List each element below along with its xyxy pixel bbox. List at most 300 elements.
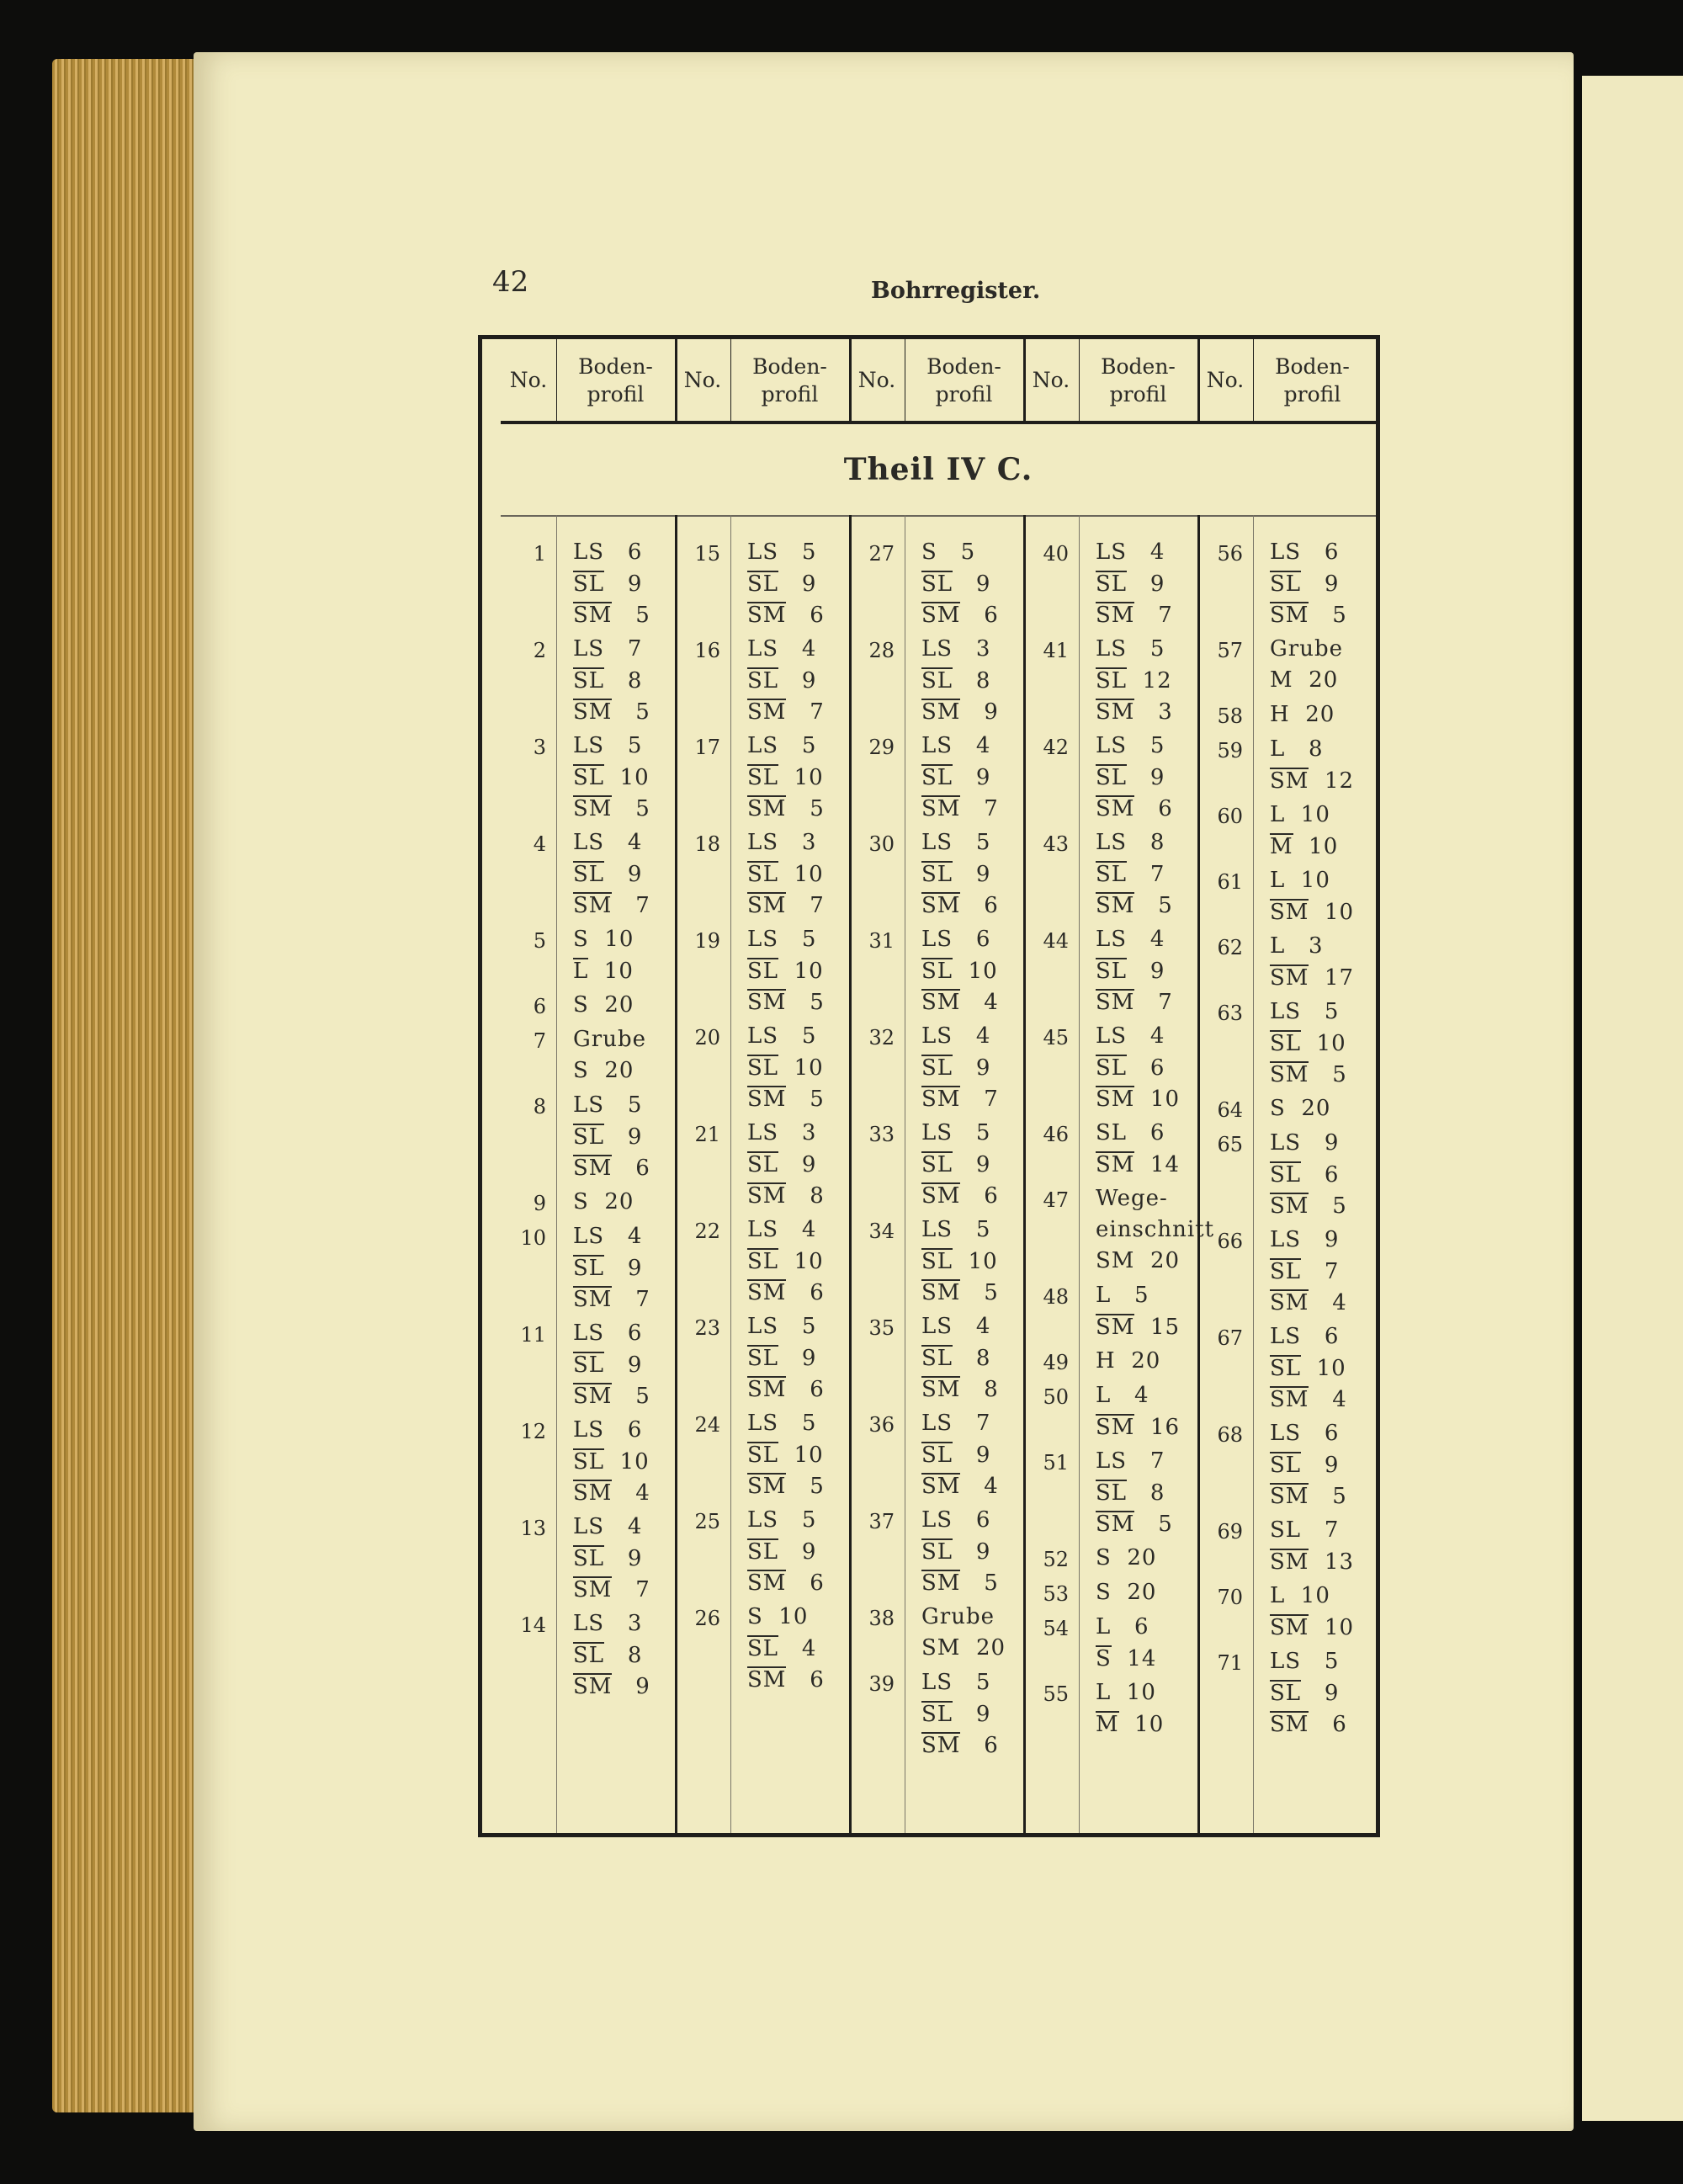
soil-profile-line	[747, 1055, 824, 1081]
soil-profile-line	[1270, 1386, 1347, 1412]
soil-thickness: 20	[1111, 1580, 1157, 1605]
soil-thickness: 5	[1309, 1484, 1347, 1509]
soil-profile-line	[1096, 1348, 1160, 1374]
soil-symbol: LS	[1096, 927, 1128, 952]
soil-symbol: SL	[921, 959, 953, 984]
soil-thickness: 20	[1285, 1096, 1331, 1121]
soil-profile-line	[1270, 1711, 1347, 1737]
soil-profile-line	[573, 1027, 646, 1052]
soil-symbol: Wege-	[1096, 1186, 1168, 1211]
soil-thickness: 6	[960, 603, 999, 628]
soil-profile-line	[1270, 539, 1339, 565]
soil-thickness: 14	[1111, 1646, 1157, 1671]
soil-symbol: SL	[1270, 1681, 1302, 1706]
soil-thickness: 5	[953, 830, 991, 855]
soil-symbol: SM	[1270, 900, 1309, 925]
soil-symbol: LS	[747, 1120, 779, 1145]
borehole-number: 16	[694, 639, 720, 662]
soil-profile-line	[747, 1345, 816, 1371]
soil-symbol: S	[573, 927, 589, 952]
soil-thickness: 5	[1309, 1062, 1347, 1087]
soil-symbol: SM	[1270, 1484, 1309, 1509]
soil-thickness: 9	[604, 1352, 643, 1378]
soil-thickness: 7	[960, 1087, 999, 1112]
borehole-number: 60	[1217, 805, 1243, 828]
soil-profile-line	[747, 1538, 816, 1565]
soil-thickness: 9	[960, 699, 999, 725]
borehole-number: 6	[533, 995, 546, 1018]
soil-symbol: SL	[747, 1249, 779, 1274]
soil-thickness: 4	[604, 1224, 643, 1249]
soil-symbol: LS	[921, 830, 953, 855]
soil-symbol: Grube	[921, 1604, 995, 1629]
soil-profile-line	[747, 1604, 808, 1629]
soil-profile-line	[1096, 571, 1165, 597]
column-subdivider	[556, 515, 557, 1833]
soil-symbol: SL	[921, 1249, 953, 1274]
soil-thickness: 5	[778, 927, 817, 952]
borehole-number: 29	[868, 736, 895, 759]
soil-profile-line	[747, 1570, 825, 1596]
soil-thickness: 5	[1111, 1283, 1149, 1308]
soil-thickness: 6	[960, 1733, 999, 1758]
soil-thickness: 5	[778, 733, 817, 758]
soil-profile-line	[1096, 892, 1173, 918]
header-divider	[1023, 339, 1026, 421]
soil-thickness: 5	[1301, 999, 1340, 1024]
soil-symbol: SM	[1270, 1387, 1309, 1412]
soil-symbol: SL	[1270, 1259, 1302, 1284]
soil-profile-line	[747, 733, 816, 758]
soil-thickness: 9	[953, 1702, 991, 1727]
soil-profile-line	[573, 1058, 634, 1083]
soil-symbol: H	[1270, 702, 1290, 727]
soil-symbol: SM	[1096, 1152, 1135, 1177]
soil-thickness: 20	[588, 1189, 634, 1214]
soil-symbol: SM	[1096, 796, 1135, 821]
borehole-number: 2	[533, 639, 546, 662]
soil-thickness: 5	[778, 539, 817, 565]
soil-thickness: 7	[786, 699, 825, 725]
soil-thickness: 10	[762, 1604, 809, 1629]
soil-symbol: L	[1270, 868, 1286, 893]
soil-symbol: LS	[1270, 1227, 1302, 1252]
soil-profile-line	[1270, 736, 1324, 762]
soil-thickness: 5	[778, 1023, 817, 1049]
soil-profile-line	[1270, 1452, 1339, 1478]
soil-thickness: 5	[1309, 1193, 1347, 1219]
soil-symbol: LS	[573, 733, 605, 758]
soil-profile-line	[747, 892, 825, 918]
soil-profile-line	[573, 927, 634, 952]
column-subdivider	[730, 515, 731, 1833]
borehole-number: 5	[533, 929, 546, 953]
soil-symbol: SL	[573, 1546, 605, 1571]
soil-profile-line	[1270, 1324, 1339, 1349]
borehole-number: 67	[1217, 1326, 1243, 1350]
soil-thickness: 3	[1134, 699, 1173, 725]
soil-thickness: 10	[778, 959, 824, 984]
borehole-number: 61	[1217, 870, 1243, 894]
soil-thickness: 10	[1301, 1356, 1346, 1381]
soil-thickness: 5	[786, 1087, 825, 1112]
soil-symbol: LS	[921, 1507, 953, 1533]
borehole-number: 47	[1043, 1188, 1069, 1212]
soil-thickness: 10	[1301, 1031, 1346, 1056]
soil-thickness: 10	[604, 765, 650, 790]
soil-profile-line	[1096, 1086, 1180, 1112]
soil-profile-line	[573, 1189, 634, 1214]
soil-profile-line	[1270, 768, 1354, 794]
soil-thickness: 10	[1309, 900, 1355, 925]
borehole-number: 26	[694, 1607, 720, 1630]
soil-symbol: L	[1270, 802, 1286, 827]
soil-profile-line	[1096, 764, 1165, 790]
soil-symbol: S	[921, 539, 937, 565]
soil-profile-line	[921, 1442, 990, 1468]
borehole-number: 35	[868, 1316, 895, 1340]
soil-thickness: 9	[1301, 1453, 1340, 1478]
soil-symbol: SL	[573, 571, 605, 597]
page-number: 42	[492, 265, 529, 299]
soil-profile-line	[921, 571, 990, 597]
soil-symbol: LS	[1270, 539, 1302, 565]
soil-symbol: SM	[1096, 1087, 1135, 1112]
soil-symbol: SM	[1096, 699, 1135, 725]
soil-thickness: 16	[1134, 1415, 1181, 1440]
borehole-number: 55	[1043, 1682, 1069, 1706]
soil-thickness: 6	[1127, 1055, 1165, 1081]
borehole-number: 71	[1217, 1651, 1243, 1675]
soil-profile-line	[747, 1120, 816, 1145]
soil-symbol: SL	[1270, 1517, 1302, 1543]
soil-thickness: 6	[786, 1667, 825, 1692]
borehole-number: 42	[1043, 736, 1069, 759]
borehole-number: 30	[868, 832, 895, 856]
borehole-number: 70	[1217, 1586, 1243, 1609]
borehole-number: 33	[868, 1123, 895, 1146]
soil-profile-line	[1096, 667, 1172, 693]
soil-profile-line	[1270, 1193, 1347, 1219]
soil-symbol: SM	[921, 1635, 961, 1661]
soil-symbol: SM	[573, 1384, 613, 1409]
soil-symbol: L	[1270, 933, 1286, 959]
borehole-number: 32	[868, 1026, 895, 1049]
soil-profile-line	[573, 1417, 642, 1443]
soil-thickness: 6	[786, 1570, 825, 1596]
borehole-number: 50	[1043, 1385, 1069, 1409]
soil-profile-line	[747, 667, 816, 693]
soil-symbol: SL	[747, 1443, 779, 1468]
soil-profile-line	[1270, 802, 1330, 827]
soil-symbol: SM	[1096, 990, 1135, 1015]
soil-symbol: Grube	[573, 1027, 646, 1052]
soil-thickness: 4	[612, 1480, 650, 1506]
soil-thickness: 9	[778, 1539, 817, 1565]
soil-profile-line	[573, 571, 642, 597]
soil-symbol: LS	[1270, 999, 1302, 1024]
soil-symbol: S	[573, 1058, 589, 1083]
soil-profile-line	[1270, 1680, 1339, 1706]
soil-symbol: LS	[1096, 1023, 1128, 1049]
soil-profile-line	[1270, 1483, 1347, 1509]
soil-profile-line	[747, 571, 816, 597]
soil-profile-line	[1270, 636, 1343, 662]
soil-symbol: LS	[921, 1120, 953, 1145]
soil-symbol: SL	[1096, 1120, 1128, 1145]
soil-symbol: SL	[1270, 1356, 1302, 1381]
soil-symbol: M	[1270, 667, 1293, 693]
soil-profile-line	[1270, 1061, 1347, 1087]
soil-symbol: L	[1096, 1614, 1112, 1639]
soil-thickness: 9	[1301, 1227, 1340, 1252]
soil-symbol: SL	[1096, 765, 1128, 790]
soil-symbol: SM	[1270, 1062, 1309, 1087]
header-subdivider	[1079, 339, 1080, 421]
soil-thickness: 9	[953, 1443, 991, 1468]
soil-symbol: SM	[747, 990, 787, 1015]
soil-thickness: 4	[1111, 1383, 1149, 1408]
soil-thickness: 5	[604, 1092, 643, 1118]
soil-profile-line	[1270, 1130, 1339, 1156]
soil-thickness: 6	[1134, 796, 1173, 821]
soil-thickness: 7	[612, 893, 650, 918]
soil-profile-line	[1096, 861, 1165, 887]
soil-symbol: SL	[573, 765, 605, 790]
soil-thickness: 13	[1309, 1549, 1355, 1575]
borehole-number: 69	[1217, 1520, 1243, 1544]
soil-profile-line	[921, 795, 999, 821]
soil-profile-line	[573, 636, 642, 662]
soil-profile-line	[921, 1473, 999, 1499]
soil-profile-line	[1096, 1545, 1156, 1570]
soil-symbol: SL	[573, 1256, 605, 1281]
soil-thickness: 10	[588, 927, 634, 952]
soil-profile-line	[747, 1666, 825, 1692]
borehole-register-table	[478, 335, 1380, 1837]
borehole-number: 41	[1043, 639, 1069, 662]
soil-thickness: 20	[588, 1058, 634, 1083]
soil-thickness: 6	[1301, 1324, 1340, 1349]
soil-symbol: LS	[1096, 733, 1128, 758]
soil-symbol: SM	[1096, 1248, 1135, 1273]
soil-thickness: 9	[604, 862, 643, 887]
soil-thickness: 3	[778, 1120, 817, 1145]
soil-thickness: 10	[1111, 1680, 1156, 1705]
soil-thickness: 10	[1285, 1583, 1330, 1608]
soil-symbol: SM	[921, 1733, 961, 1758]
soil-symbol: LS	[1096, 830, 1128, 855]
soil-thickness: 5	[953, 1217, 991, 1242]
soil-symbol: LS	[747, 733, 779, 758]
soil-thickness: 8	[1285, 736, 1324, 762]
soil-profile-line	[1270, 1227, 1339, 1252]
soil-symbol: SM	[921, 1377, 961, 1402]
borehole-number: 23	[694, 1316, 720, 1340]
soil-profile-line	[921, 667, 990, 693]
soil-symbol: SM	[1270, 1290, 1309, 1315]
soil-profile-line	[573, 539, 642, 565]
header-bodenprofil: Boden- profil	[1101, 353, 1176, 407]
soil-symbol: SM	[573, 1674, 613, 1699]
soil-profile-line	[747, 1023, 816, 1049]
soil-thickness: 6	[1309, 1712, 1347, 1737]
soil-symbol: LS	[573, 1611, 605, 1636]
soil-profile-line	[573, 1480, 650, 1506]
borehole-number: 56	[1217, 542, 1243, 566]
soil-symbol: SL	[573, 1643, 605, 1668]
soil-profile-line	[573, 1642, 642, 1668]
soil-thickness: 5	[1301, 1649, 1340, 1674]
soil-symbol: SL	[921, 1055, 953, 1081]
soil-symbol: SM	[1270, 1712, 1309, 1737]
soil-profile-line	[1270, 868, 1330, 893]
soil-profile-line	[747, 1635, 816, 1661]
soil-thickness: 6	[953, 1507, 991, 1533]
soil-symbol: LS	[573, 1417, 605, 1443]
soil-profile-line	[921, 1635, 1006, 1661]
soil-thickness: 3	[953, 636, 991, 662]
soil-profile-line	[921, 892, 999, 918]
facing-page-edge	[1582, 76, 1683, 2121]
soil-profile-line	[921, 1086, 999, 1112]
soil-profile-line	[921, 1345, 990, 1371]
borehole-number: 12	[520, 1420, 546, 1443]
soil-symbol: L	[1270, 1583, 1286, 1608]
soil-profile-line	[1096, 989, 1173, 1015]
soil-profile-line	[1096, 795, 1173, 821]
soil-profile-line	[1096, 958, 1165, 984]
soil-thickness: 4	[960, 990, 999, 1015]
soil-profile-line	[921, 1120, 990, 1145]
soil-symbol: LS	[1096, 1448, 1128, 1474]
header-bodenprofil: Boden- profil	[926, 353, 1001, 407]
soil-profile-line	[1270, 1030, 1346, 1056]
book-page-edges	[52, 59, 204, 2112]
soil-symbol: LS	[747, 1023, 779, 1049]
borehole-number: 4	[533, 832, 546, 856]
borehole-number: 39	[868, 1672, 895, 1696]
soil-profile-line	[747, 795, 825, 821]
borehole-number: 54	[1043, 1617, 1069, 1640]
soil-symbol: SM	[1096, 1415, 1135, 1440]
soil-thickness: 7	[1127, 862, 1165, 887]
soil-symbol: M	[1270, 834, 1293, 859]
borehole-number: 58	[1217, 704, 1243, 728]
soil-symbol: SL	[747, 1539, 779, 1565]
borehole-number: 38	[868, 1607, 895, 1630]
soil-profile-line	[573, 958, 634, 984]
soil-symbol: SL	[921, 1702, 953, 1727]
soil-profile-line	[921, 539, 975, 565]
soil-symbol: LS	[573, 1224, 605, 1249]
soil-symbol: SM	[1096, 1512, 1135, 1537]
soil-profile-line	[1096, 1480, 1165, 1506]
soil-symbol: SM	[1270, 603, 1309, 628]
soil-symbol: SM	[747, 1377, 787, 1402]
soil-profile-line	[921, 861, 990, 887]
soil-profile-line	[747, 1507, 816, 1533]
soil-symbol: LS	[921, 636, 953, 662]
soil-symbol: SM	[573, 1577, 613, 1602]
soil-thickness: 9	[778, 571, 817, 597]
soil-profile-line	[1096, 927, 1165, 952]
soil-symbol: SM	[747, 893, 787, 918]
soil-symbol: S	[573, 992, 589, 1018]
soil-profile-line	[747, 1473, 825, 1499]
header-subdivider	[730, 339, 731, 421]
soil-thickness: 9	[953, 1055, 991, 1081]
soil-thickness: 9	[1301, 1130, 1340, 1156]
soil-thickness: 8	[960, 1377, 999, 1402]
soil-thickness: 5	[778, 1507, 817, 1533]
soil-symbol: SL	[1270, 1162, 1302, 1188]
soil-thickness: 10	[1293, 834, 1339, 859]
soil-thickness: 6	[960, 893, 999, 918]
soil-symbol: SL	[1096, 571, 1128, 597]
soil-thickness: 10	[778, 1055, 824, 1081]
soil-symbol: SM	[921, 1087, 961, 1112]
soil-symbol: SM	[573, 1156, 613, 1181]
soil-profile-line	[573, 1224, 642, 1249]
soil-thickness: 5	[1309, 603, 1347, 628]
soil-symbol: SM	[573, 893, 613, 918]
soil-thickness: 8	[786, 1183, 825, 1209]
soil-profile-line	[1096, 1711, 1164, 1737]
soil-symbol: LS	[921, 733, 953, 758]
soil-symbol: L	[1096, 1283, 1112, 1308]
soil-thickness: 10	[1285, 802, 1330, 827]
soil-thickness: 5	[604, 733, 643, 758]
borehole-number: 18	[694, 832, 720, 856]
soil-symbol: LS	[1270, 1324, 1302, 1349]
borehole-number: 20	[694, 1026, 720, 1049]
soil-symbol: SM	[921, 796, 961, 821]
soil-profile-line	[747, 699, 825, 725]
soil-thickness: 6	[953, 927, 991, 952]
soil-profile-line	[1096, 539, 1165, 565]
soil-thickness: 9	[604, 571, 643, 597]
soil-thickness: 7	[960, 796, 999, 821]
soil-thickness: 6	[786, 603, 825, 628]
soil-symbol: SM	[747, 1667, 787, 1692]
borehole-number: 24	[694, 1413, 720, 1437]
soil-thickness: 10	[778, 765, 824, 790]
borehole-number: 22	[694, 1220, 720, 1243]
borehole-number: 27	[868, 542, 895, 566]
soil-thickness: 20	[960, 1635, 1006, 1661]
soil-profile-line	[921, 1570, 999, 1596]
soil-symbol: SM	[747, 1280, 787, 1305]
soil-profile-line	[1096, 1680, 1156, 1705]
soil-thickness: 5	[960, 1280, 999, 1305]
soil-thickness: 10	[778, 1249, 824, 1274]
soil-symbol: einschnitt	[1096, 1217, 1215, 1242]
soil-profile-line	[573, 795, 650, 821]
soil-symbol: LS	[1096, 636, 1128, 662]
soil-symbol: S	[573, 1189, 589, 1214]
soil-symbol: SM	[573, 603, 613, 628]
header-divider	[849, 339, 852, 421]
soil-thickness: 6	[604, 1320, 643, 1346]
soil-symbol: L	[1096, 1680, 1112, 1705]
soil-profile-line	[1096, 1314, 1180, 1340]
soil-profile-line	[1096, 1448, 1165, 1474]
borehole-number: 49	[1043, 1351, 1069, 1374]
soil-symbol: LS	[573, 539, 605, 565]
soil-profile-line	[747, 1182, 825, 1209]
soil-profile-line	[921, 636, 990, 662]
